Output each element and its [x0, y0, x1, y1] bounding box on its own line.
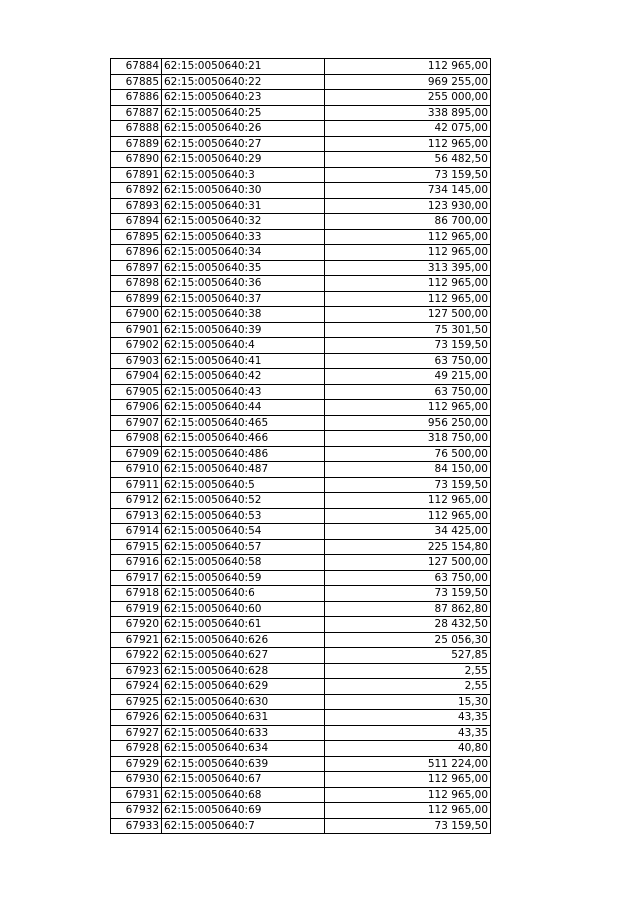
value-cell: 63 750,00 [325, 353, 491, 369]
cadastral-number-cell: 62:15:0050640:629 [162, 679, 325, 695]
cadastral-number-cell: 62:15:0050640:29 [162, 152, 325, 168]
row-id-cell: 67894 [111, 214, 162, 230]
cadastral-number-cell: 62:15:0050640:639 [162, 756, 325, 772]
table-row [111, 183, 491, 199]
row-id-cell: 67885 [111, 74, 162, 90]
table-row [111, 431, 491, 447]
value-cell: 75 301,50 [325, 322, 491, 338]
cadastral-number-cell: 62:15:0050640:60 [162, 601, 325, 617]
value-cell: 84 150,00 [325, 462, 491, 478]
row-id-cell: 67906 [111, 400, 162, 416]
table-row [111, 586, 491, 602]
value-cell: 63 750,00 [325, 570, 491, 586]
value-cell: 112 965,00 [325, 508, 491, 524]
row-id-cell: 67905 [111, 384, 162, 400]
row-id-cell: 67923 [111, 663, 162, 679]
cadastral-number-cell: 62:15:0050640:627 [162, 648, 325, 664]
value-cell: 15,30 [325, 694, 491, 710]
row-id-cell: 67899 [111, 291, 162, 307]
value-cell: 127 500,00 [325, 307, 491, 323]
table-row [111, 446, 491, 462]
table-row [111, 105, 491, 121]
table-row [111, 74, 491, 90]
value-cell: 49 215,00 [325, 369, 491, 385]
row-id-cell: 67889 [111, 136, 162, 152]
value-cell: 112 965,00 [325, 276, 491, 292]
table-row [111, 539, 491, 555]
value-cell: 112 965,00 [325, 229, 491, 245]
table-row [111, 198, 491, 214]
row-id-cell: 67897 [111, 260, 162, 276]
table-row [111, 229, 491, 245]
value-cell: 112 965,00 [325, 59, 491, 75]
table-row [111, 694, 491, 710]
value-cell: 112 965,00 [325, 291, 491, 307]
cadastral-number-cell: 62:15:0050640:486 [162, 446, 325, 462]
value-cell: 956 250,00 [325, 415, 491, 431]
value-cell: 112 965,00 [325, 787, 491, 803]
cadastral-number-cell: 62:15:0050640:30 [162, 183, 325, 199]
row-id-cell: 67913 [111, 508, 162, 524]
table-row [111, 524, 491, 540]
cadastral-number-cell: 62:15:0050640:7 [162, 818, 325, 834]
cadastral-number-cell: 62:15:0050640:31 [162, 198, 325, 214]
value-cell: 112 965,00 [325, 245, 491, 261]
cadastral-number-cell: 62:15:0050640:37 [162, 291, 325, 307]
table-row [111, 353, 491, 369]
table-row [111, 322, 491, 338]
value-cell: 73 159,50 [325, 818, 491, 834]
cadastral-number-cell: 62:15:0050640:25 [162, 105, 325, 121]
table-row [111, 245, 491, 261]
table-row [111, 276, 491, 292]
row-id-cell: 67929 [111, 756, 162, 772]
row-id-cell: 67914 [111, 524, 162, 540]
row-id-cell: 67927 [111, 725, 162, 741]
value-cell: 511 224,00 [325, 756, 491, 772]
table-body [111, 59, 491, 834]
table-row [111, 570, 491, 586]
cadastral-number-cell: 62:15:0050640:39 [162, 322, 325, 338]
cadastral-number-cell: 62:15:0050640:21 [162, 59, 325, 75]
value-cell: 34 425,00 [325, 524, 491, 540]
row-id-cell: 67933 [111, 818, 162, 834]
value-cell: 112 965,00 [325, 493, 491, 509]
table-row [111, 493, 491, 509]
row-id-cell: 67886 [111, 90, 162, 106]
table-row [111, 291, 491, 307]
table-row [111, 787, 491, 803]
cadastral-number-cell: 62:15:0050640:57 [162, 539, 325, 555]
table-row [111, 725, 491, 741]
table-row [111, 818, 491, 834]
value-cell: 43,35 [325, 725, 491, 741]
cadastral-number-cell: 62:15:0050640:26 [162, 121, 325, 137]
row-id-cell: 67907 [111, 415, 162, 431]
value-cell: 112 965,00 [325, 136, 491, 152]
value-cell: 43,35 [325, 710, 491, 726]
row-id-cell: 67893 [111, 198, 162, 214]
table-row [111, 663, 491, 679]
cadastral-number-cell: 62:15:0050640:54 [162, 524, 325, 540]
table-row [111, 90, 491, 106]
value-cell: 76 500,00 [325, 446, 491, 462]
cadastral-number-cell: 62:15:0050640:38 [162, 307, 325, 323]
value-cell: 527,85 [325, 648, 491, 664]
row-id-cell: 67884 [111, 59, 162, 75]
row-id-cell: 67901 [111, 322, 162, 338]
cadastral-number-cell: 62:15:0050640:6 [162, 586, 325, 602]
table-row [111, 648, 491, 664]
row-id-cell: 67928 [111, 741, 162, 757]
value-cell: 56 482,50 [325, 152, 491, 168]
cadastral-number-cell: 62:15:0050640:68 [162, 787, 325, 803]
cadastral-number-cell: 62:15:0050640:633 [162, 725, 325, 741]
cadastral-number-cell: 62:15:0050640:466 [162, 431, 325, 447]
value-cell: 313 395,00 [325, 260, 491, 276]
cadastral-number-cell: 62:15:0050640:33 [162, 229, 325, 245]
table-row [111, 307, 491, 323]
cadastral-value-table [110, 58, 491, 834]
cadastral-number-cell: 62:15:0050640:4 [162, 338, 325, 354]
row-id-cell: 67930 [111, 772, 162, 788]
table-row [111, 136, 491, 152]
table-row [111, 338, 491, 354]
row-id-cell: 67931 [111, 787, 162, 803]
table-row [111, 555, 491, 571]
value-cell: 734 145,00 [325, 183, 491, 199]
cadastral-number-cell: 62:15:0050640:59 [162, 570, 325, 586]
value-cell: 42 075,00 [325, 121, 491, 137]
cadastral-number-cell: 62:15:0050640:23 [162, 90, 325, 106]
value-cell: 86 700,00 [325, 214, 491, 230]
table-row [111, 508, 491, 524]
table-row [111, 369, 491, 385]
row-id-cell: 67919 [111, 601, 162, 617]
value-cell: 112 965,00 [325, 400, 491, 416]
cadastral-number-cell: 62:15:0050640:3 [162, 167, 325, 183]
row-id-cell: 67920 [111, 617, 162, 633]
value-cell: 73 159,50 [325, 477, 491, 493]
row-id-cell: 67896 [111, 245, 162, 261]
row-id-cell: 67932 [111, 803, 162, 819]
value-cell: 73 159,50 [325, 338, 491, 354]
row-id-cell: 67904 [111, 369, 162, 385]
row-id-cell: 67898 [111, 276, 162, 292]
cadastral-number-cell: 62:15:0050640:628 [162, 663, 325, 679]
table-row [111, 803, 491, 819]
table-row [111, 260, 491, 276]
table-row [111, 632, 491, 648]
cadastral-number-cell: 62:15:0050640:32 [162, 214, 325, 230]
value-cell: 127 500,00 [325, 555, 491, 571]
value-cell: 112 965,00 [325, 772, 491, 788]
cadastral-number-cell: 62:15:0050640:22 [162, 74, 325, 90]
cadastral-number-cell: 62:15:0050640:634 [162, 741, 325, 757]
row-id-cell: 67887 [111, 105, 162, 121]
cadastral-number-cell: 62:15:0050640:58 [162, 555, 325, 571]
row-id-cell: 67890 [111, 152, 162, 168]
row-id-cell: 67910 [111, 462, 162, 478]
table-row [111, 477, 491, 493]
cadastral-number-cell: 62:15:0050640:36 [162, 276, 325, 292]
table-row [111, 214, 491, 230]
cadastral-number-cell: 62:15:0050640:631 [162, 710, 325, 726]
cadastral-number-cell: 62:15:0050640:35 [162, 260, 325, 276]
row-id-cell: 67891 [111, 167, 162, 183]
row-id-cell: 67925 [111, 694, 162, 710]
table-row [111, 679, 491, 695]
value-cell: 87 862,80 [325, 601, 491, 617]
value-cell: 25 056,30 [325, 632, 491, 648]
cadastral-number-cell: 62:15:0050640:53 [162, 508, 325, 524]
row-id-cell: 67916 [111, 555, 162, 571]
table-row [111, 400, 491, 416]
row-id-cell: 67909 [111, 446, 162, 462]
value-cell: 123 930,00 [325, 198, 491, 214]
value-cell: 2,55 [325, 679, 491, 695]
row-id-cell: 67902 [111, 338, 162, 354]
value-cell: 40,80 [325, 741, 491, 757]
table-row [111, 59, 491, 75]
cadastral-number-cell: 62:15:0050640:5 [162, 477, 325, 493]
cadastral-number-cell: 62:15:0050640:34 [162, 245, 325, 261]
row-id-cell: 67900 [111, 307, 162, 323]
table-row [111, 415, 491, 431]
cadastral-number-cell: 62:15:0050640:43 [162, 384, 325, 400]
value-cell: 112 965,00 [325, 803, 491, 819]
table-row [111, 756, 491, 772]
row-id-cell: 67922 [111, 648, 162, 664]
cadastral-number-cell: 62:15:0050640:52 [162, 493, 325, 509]
row-id-cell: 67926 [111, 710, 162, 726]
value-cell: 63 750,00 [325, 384, 491, 400]
row-id-cell: 67908 [111, 431, 162, 447]
table-row [111, 772, 491, 788]
table-row [111, 710, 491, 726]
value-cell: 73 159,50 [325, 586, 491, 602]
row-id-cell: 67888 [111, 121, 162, 137]
value-cell: 2,55 [325, 663, 491, 679]
cadastral-number-cell: 62:15:0050640:487 [162, 462, 325, 478]
cadastral-number-cell: 62:15:0050640:67 [162, 772, 325, 788]
value-cell: 225 154,80 [325, 539, 491, 555]
cadastral-number-cell: 62:15:0050640:630 [162, 694, 325, 710]
cadastral-number-cell: 62:15:0050640:42 [162, 369, 325, 385]
table-row [111, 601, 491, 617]
row-id-cell: 67921 [111, 632, 162, 648]
row-id-cell: 67924 [111, 679, 162, 695]
cadastral-number-cell: 62:15:0050640:465 [162, 415, 325, 431]
row-id-cell: 67918 [111, 586, 162, 602]
cadastral-number-cell: 62:15:0050640:61 [162, 617, 325, 633]
table-row [111, 152, 491, 168]
value-cell: 73 159,50 [325, 167, 491, 183]
row-id-cell: 67915 [111, 539, 162, 555]
value-cell: 28 432,50 [325, 617, 491, 633]
row-id-cell: 67912 [111, 493, 162, 509]
row-id-cell: 67895 [111, 229, 162, 245]
row-id-cell: 67911 [111, 477, 162, 493]
cadastral-number-cell: 62:15:0050640:41 [162, 353, 325, 369]
table-row [111, 462, 491, 478]
value-cell: 318 750,00 [325, 431, 491, 447]
row-id-cell: 67903 [111, 353, 162, 369]
row-id-cell: 67917 [111, 570, 162, 586]
table-row [111, 741, 491, 757]
table-row [111, 384, 491, 400]
cadastral-number-cell: 62:15:0050640:27 [162, 136, 325, 152]
cadastral-number-cell: 62:15:0050640:69 [162, 803, 325, 819]
value-cell: 338 895,00 [325, 105, 491, 121]
cadastral-number-cell: 62:15:0050640:44 [162, 400, 325, 416]
row-id-cell: 67892 [111, 183, 162, 199]
table-row [111, 167, 491, 183]
cadastral-number-cell: 62:15:0050640:626 [162, 632, 325, 648]
value-cell: 255 000,00 [325, 90, 491, 106]
table-row [111, 121, 491, 137]
value-cell: 969 255,00 [325, 74, 491, 90]
table-row [111, 617, 491, 633]
